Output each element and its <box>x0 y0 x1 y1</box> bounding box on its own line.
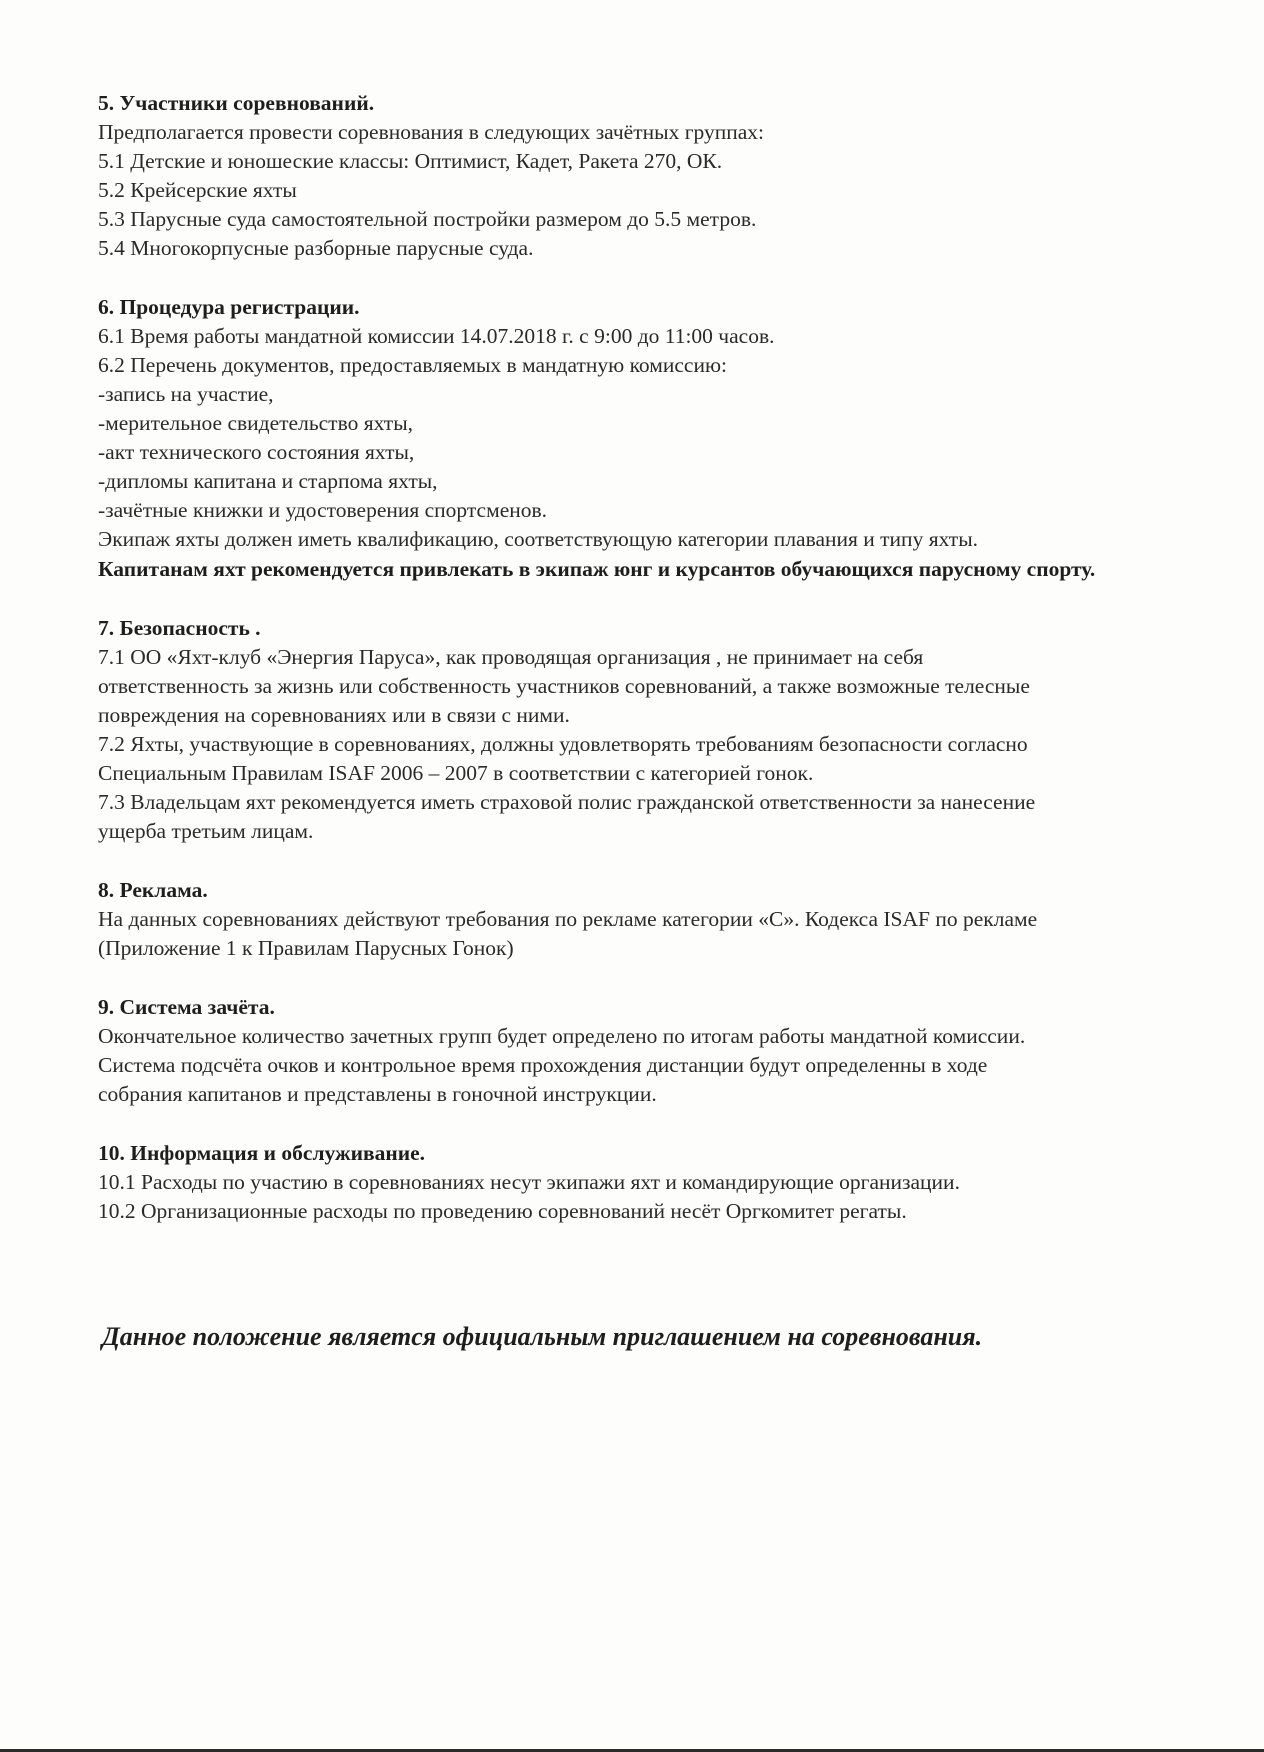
text-line: 5.2 Крейсерские яхты <box>98 178 297 202</box>
section-scoring <box>98 992 1208 1109</box>
text-line: 10.2 Организационные расходы по проведению соревнований несёт Оргкомитет регаты. <box>98 1199 907 1223</box>
text-line: Экипаж яхты должен иметь квалификацию, соответствующую категории плавания и типу яхты. <box>98 527 979 551</box>
text-line: На данных соревнованиях действуют требования по рекламе категории «С». Кодекса ISAF по рекламе <box>98 907 1038 931</box>
section-heading: 7. Безопасность . <box>98 616 261 640</box>
document-body <box>98 88 1208 1255</box>
text-line: собрания капитанов и представлены в гоночной инструкции. <box>98 1082 657 1106</box>
text-line: повреждения на соревнованиях или в связи с ними. <box>98 703 570 727</box>
text-line: ответственность за жизнь или собственность участников соревнований, а также возможные телесные <box>98 674 1030 698</box>
text-line: 7.2 Яхты, участвующие в соревнованиях, должны удовлетворять требованиям безопасности согласно <box>98 732 1028 756</box>
text-line: 7.3 Владельцам яхт рекомендуется иметь страховой полис гражданской ответственности за нанесение <box>98 790 1036 814</box>
text-line: 5.3 Парусные суда самостоятельной постройки размером до 5.5 метров. <box>98 207 757 231</box>
text-line: -дипломы капитана и старпома яхты, <box>98 469 438 493</box>
text-line: -запись на участие, <box>98 382 274 406</box>
text-line: 6.2 Перечень документов, предоставляемых в мандатную комиссию: <box>98 353 728 377</box>
text-line: 10.1 Расходы по участию в соревнованиях несут экипажи яхт и командирующие организации. <box>98 1170 960 1194</box>
text-line: ущерба третьим лицам. <box>98 819 314 843</box>
text-line: -мерительное свидетельство яхты, <box>98 411 414 435</box>
section-advertising <box>98 875 1208 963</box>
section-heading: 5. Участники соревнований. <box>98 91 375 115</box>
section-information <box>98 1138 1208 1226</box>
section-safety <box>98 613 1208 846</box>
text-line: 5.4 Многокорпусные разборные парусные суда. <box>98 236 534 260</box>
text-line: Окончательное количество зачетных групп будет определено по итогам работы мандатной комиссии. <box>98 1024 1026 1048</box>
section-registration <box>98 292 1208 584</box>
section-heading: 6. Процедура регистрации. <box>98 295 360 319</box>
section-participants <box>98 88 1208 263</box>
text-line: Система подсчёта очков и контрольное время прохождения дистанции будут определенны в ходе <box>98 1053 988 1077</box>
text-line: 6.1 Время работы мандатной комиссии 14.07.2018 г. с 9:00 до 11:00 часов. <box>98 324 775 348</box>
text-line: Специальным Правилам ISAF 2006 – 2007 в соответствии с категорией гонок. <box>98 761 814 785</box>
text-line: 7.1 ОО «Яхт-клуб «Энергия Паруса», как проводящая организация , не принимает на себя <box>98 645 924 669</box>
section-heading: 10. Информация и обслуживание. <box>98 1141 426 1165</box>
closing-statement: Данное положение является официальным приглашением на соревнования. <box>102 1322 983 1351</box>
text-line: -зачётные книжки и удостоверения спортсменов. <box>98 498 548 522</box>
section-heading: 9. Система зачёта. <box>98 995 275 1019</box>
text-line: 5.1 Детские и юношеские классы: Оптимист, Кадет, Ракета 270, ОК. <box>98 149 723 173</box>
recommendation-note: Капитанам яхт рекомендуется привлекать в экипаж юнг и курсантов обучающихся парусному спорту. <box>98 557 1096 581</box>
section-heading: 8. Реклама. <box>98 878 208 902</box>
text-line: Предполагается провести соревнования в следующих зачётных группах: <box>98 120 765 144</box>
text-line: (Приложение 1 к Правилам Парусных Гонок) <box>98 936 514 960</box>
text-line: -акт технического состояния яхты, <box>98 440 415 464</box>
